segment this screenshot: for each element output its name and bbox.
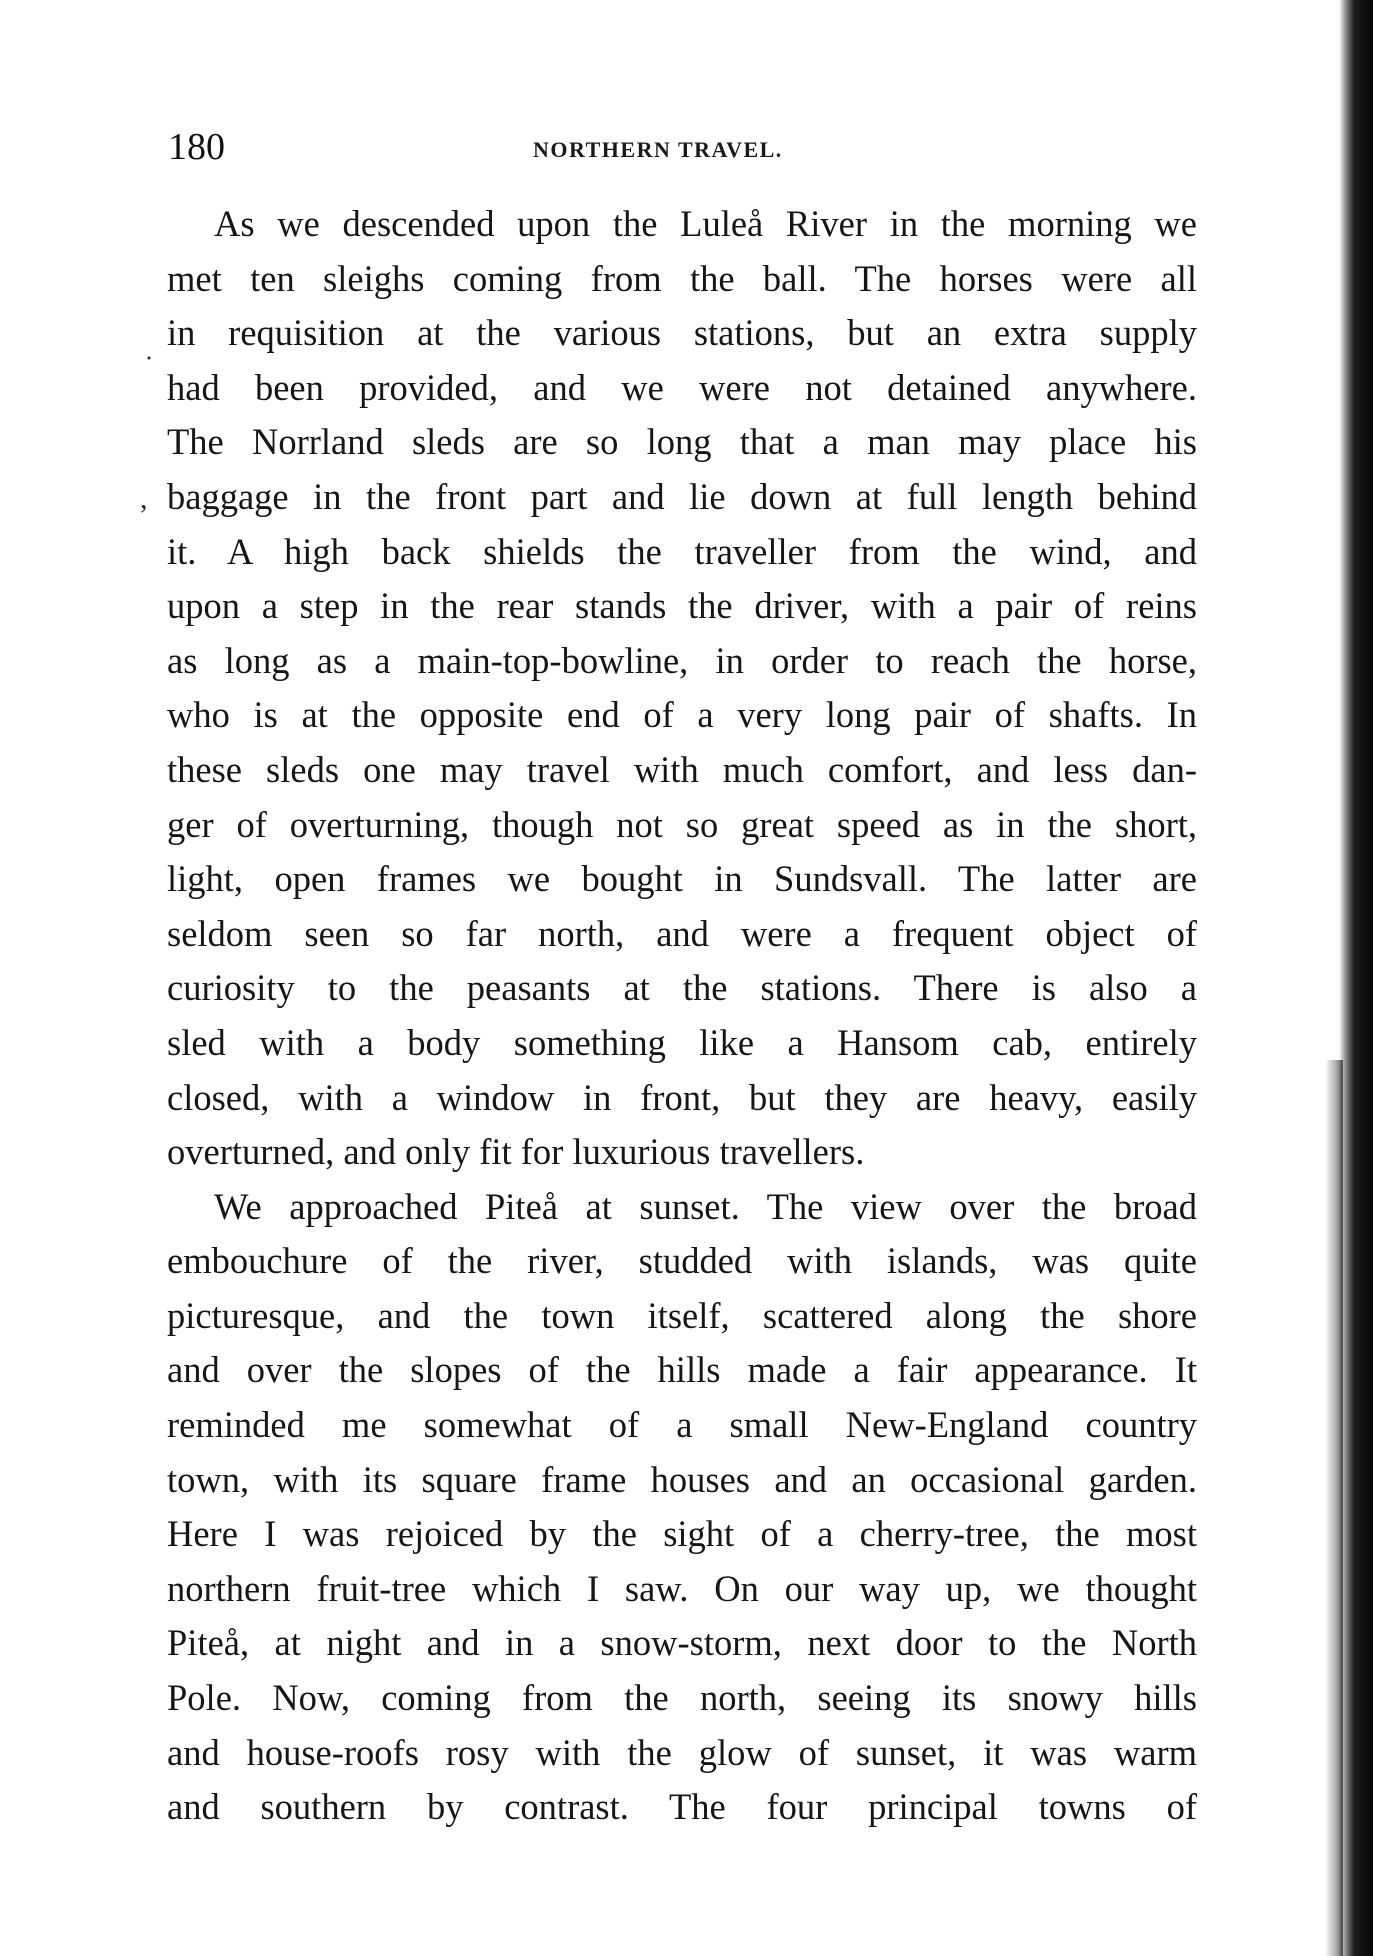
text-line: We approached Piteå at sunset. The view over the broad: [214, 1185, 1197, 1227]
text-line: As we descended upon the Luleå River in the morning we: [214, 203, 1197, 244]
text-line: it. A high back shields the traveller from the wind, and: [167, 530, 1197, 572]
text-line: picturesque, and the town itself, scattered along the shore: [167, 1294, 1197, 1336]
page-binding-shadow-lower: [1325, 1060, 1343, 1956]
body-text: [167, 197, 1197, 1835]
page-number: 180: [168, 126, 225, 168]
page-binding-shadow: [1339, 0, 1373, 1956]
text-line: curiosity to the peasants at the stations. There is also a: [167, 967, 1197, 1009]
paragraph-1: [167, 197, 1197, 1180]
text-line: as long as a main-top-bowline, in order to reach the horse,: [167, 639, 1197, 681]
text-line: Here I was rejoiced by the sight of a cherry-tree, the most: [167, 1513, 1197, 1555]
text-line: closed, with a window in front, but they are heavy, easily: [167, 1076, 1197, 1118]
text-line: and over the slopes of the hills made a fair appearance. It: [167, 1349, 1197, 1391]
text-line: and southern by contrast. The four principal towns of: [167, 1786, 1197, 1828]
text-line: Piteå, at night and in a snow-storm, next door to the North: [167, 1622, 1197, 1664]
text-line: overturned, and only fit for luxurious travellers.: [167, 1131, 865, 1173]
text-line: and house-roofs rosy with the glow of sunset, it was warm: [167, 1731, 1197, 1773]
text-line: The Norrland sleds are so long that a man may place his: [167, 421, 1197, 463]
paragraph-2: [167, 1180, 1197, 1835]
text-line: seldom seen so far north, and were a frequent object of: [167, 912, 1197, 954]
text-line: met ten sleighs coming from the ball. The horses were all: [167, 257, 1197, 299]
text-line: reminded me somewhat of a small New-England country: [167, 1404, 1197, 1446]
text-line: northern fruit-tree which I saw. On our way up, we thought: [167, 1567, 1197, 1609]
page-header: [168, 122, 1198, 172]
text-line: town, with its square frame houses and an occasional garden.: [167, 1458, 1197, 1500]
text-line: these sleds one may travel with much comfort, and less dan-: [167, 748, 1197, 790]
text-line: ger of overturning, though not so great speed as in the short,: [167, 803, 1197, 845]
text-line: light, open frames we bought in Sundsvall. The latter are: [167, 858, 1197, 900]
text-line: baggage in the front part and lie down at full length behind: [167, 475, 1197, 517]
text-line: who is at the opposite end of a very long pair of shafts. In: [167, 694, 1197, 736]
text-line: Pole. Now, coming from the north, seeing its snowy hills: [167, 1677, 1197, 1719]
stray-mark: ˙: [144, 350, 154, 383]
text-line: embouchure of the river, studded with islands, was quite: [167, 1240, 1197, 1282]
running-head: NORTHERN TRAVEL.: [533, 137, 783, 162]
stray-mark: ,: [140, 482, 148, 515]
text-line: sled with a body something like a Hansom cab, entirely: [167, 1021, 1197, 1063]
text-line: had been provided, and we were not detained anywhere.: [167, 366, 1197, 408]
text-line: in requisition at the various stations, but an extra supply: [167, 312, 1197, 354]
text-line: upon a step in the rear stands the driver, with a pair of reins: [167, 585, 1197, 627]
